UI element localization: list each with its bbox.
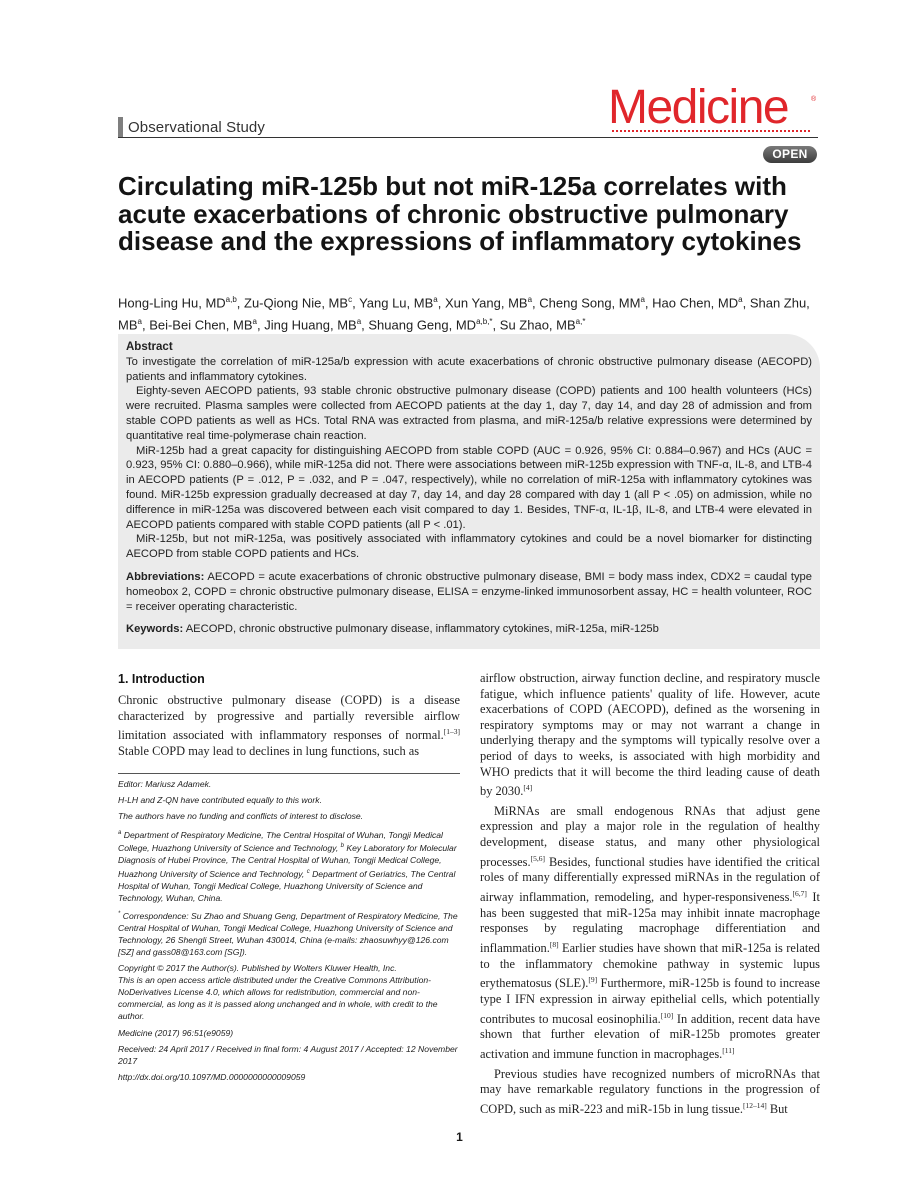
intro-right-paragraph: Besides, functional studies have identified the critical roles of many differentially expressed miRNAs in the regulation of airway inflammation, remodeling, and hyper-responsiveness. (480, 854, 820, 905)
author-affiliation-sup: a (252, 317, 257, 327)
author-name: Su Zhao, MB (499, 317, 576, 333)
aff-sup: b (340, 843, 344, 850)
intro-right-paragraph: But (766, 1101, 788, 1116)
citation-ref[interactable]: [5,6] (530, 853, 545, 863)
footnotes (118, 778, 460, 1087)
abstract-box (118, 334, 820, 649)
citation-ref[interactable]: [9] (588, 975, 598, 985)
citation-ref[interactable]: [6,7] (792, 888, 807, 898)
aff-b: Key Laboratory for Molecular Diagnosis of Hubei Province, The Central Hospital of Wuhan, Tongji Medical College, Huazhong University of Science and Technology, (118, 843, 457, 880)
aff-a: Department of Respiratory Medicine, The Central Hospital of Wuhan, Tongji Medical College, Huazhong University of Science and Technology, (118, 829, 443, 854)
author-affiliation-sup: a (640, 295, 645, 304)
footnote-copyright (118, 962, 460, 1022)
keywords-label: Keywords: (126, 623, 184, 636)
intro-right-paragraph: Previous studies have recognized numbers of microRNAs that may have remarkable regulatory functions in the progression of COPD, such as miR-223 and miR-15b in lung tissue. (480, 1066, 820, 1116)
abstract-paragraph: MiR-125b had a great capacity for distinguishing AECOPD from stable COPD (AUC = 0.926, 95% CI: 0.884–0.967) and HCs (AUC = 0.923, 95% CI: 0.880–0.966), while miR-125a did not. There were associations between miR-125b expression with TNF-α, IL-8, and LTB-4 in AECOPD patients (P = .012, P = .032, and P = .047, respectively), while no correlation of miR-125a with inflammatory cytokines was found. MiR-125b expression gradually decreased at day 7, day 14, and day 28 compared with day 1 (all P < .05) on admission, while no difference in miR-125a was discovered between each visit compared to day 1. Besides, TNF-α, IL-1β, IL-8, and LTB-4 were elevated in AECOPD patients compared with stable COPD patients (all P < .01). (126, 444, 812, 531)
intro-left-text (118, 693, 460, 760)
citation-ref[interactable]: [4] (523, 783, 533, 793)
author-list: Hong-Ling Hu, MD$^{a,b}$, Zu-Qiong Nie, $MB^c$, Yang Lu, $MB^a$, Xun Yang, $MB^a$, Cheng Song, $MM^a$, Hao Chen, $MD^a$, Shan Zhu, $MB^a$, Bei-Bei Chen, $MB^a$, Jing Huang, $MB^a$, Shuang Geng, $MD^{a,b,*}$, Su Zhao, $MB^{a,*}$ (118, 295, 810, 333)
footnote-funding: The authors have no funding and conflicts of interest to disclose. (118, 811, 364, 822)
author-name: Hao Chen, MD (652, 295, 739, 311)
footnote-citation: Medicine (2017) 96:51(e9059) (118, 1027, 234, 1038)
page-number: 1 (456, 1130, 463, 1144)
registered-mark: ® (811, 96, 817, 103)
aff-sup: a (118, 829, 122, 836)
footnote-editor: Editor: Mariusz Adamek. (118, 779, 212, 789)
author-name: Xun Yang, MB (444, 295, 528, 311)
footnote-doi[interactable]: http://dx.doi.org/10.1097/MD.0000000000009059 (118, 1071, 306, 1082)
license-text: This is an open access article distributed under the Creative Commons Attribution-NoDerivatives License 4.0, which allows for redistribution, commercial and non-commercial, as long as it is passed along unchanged and in whole, with credit to the author. (118, 975, 438, 1022)
author-affiliation-sup: a,* (575, 317, 586, 327)
citation-ref[interactable]: [1–3] (443, 727, 460, 737)
section-label-text: Observational Study (128, 119, 265, 136)
author-name: Zu-Qiong Nie, MB (244, 295, 349, 311)
section-bar (118, 117, 123, 138)
intro-left-paragraph-continued: Stable COPD may lead to declines in lung functions, such as (118, 743, 420, 758)
author-affiliation-sup: a,b (225, 295, 237, 304)
intro-right-paragraph: It has been suggested that miR-125a may inhibit innate macrophage responses by regulating macrophage differentiation and inflammation. (480, 890, 820, 955)
intro-heading: 1. Introduction (118, 672, 205, 686)
author-name: Hong-Ling Hu, MD (118, 295, 226, 311)
citation-ref[interactable]: [12–14] (742, 1100, 767, 1110)
author-affiliation-sup: c (348, 295, 353, 304)
aff-sup: c (306, 869, 310, 876)
section-label (118, 117, 265, 138)
author-affiliation-sup: a (356, 317, 362, 327)
intro-right-paragraph: Earlier studies have shown that miR-125a is related to the inflammatory chemokine pathway in systemic lupus erythematosus (SLE). (480, 941, 820, 991)
article-title: Circulating miR-125b but not miR-125a correlates with acute exacerbations of chronic obstructive pulmonary disease and the expressions of inflammatory cytokines (118, 171, 802, 256)
abstract-content (126, 340, 812, 637)
footnote-correspondence (118, 908, 460, 958)
corr-text: Correspondence: Su Zhao and Shuang Geng, Department of Respiratory Medicine, The Central Hospital of Wuhan, Tongji Medical College, Huazhong University of Science and Technology, 26 Shengli Street, Wuhan 430014, China (e-mails: zhaosuwhyy@126.com [SZ] and gass08@163.com [SG]). (118, 911, 458, 958)
footnote-rule (118, 773, 460, 774)
header-rule (118, 137, 818, 138)
intro-right-paragraph: In addition, recent data have shown that further elevation of miR-125b promotes greater activation and immune function in macrophages. (480, 1011, 820, 1061)
author-affiliation-sup: a (433, 295, 438, 304)
footnote-affiliations (118, 827, 460, 905)
abstract-paragraph: Eighty-seven AECOPD patients, 93 stable chronic obstructive pulmonary disease (COPD) patients and 100 health volunteers (HCs) were recruited. Plasma samples were collected from AECOPD patients at the day 1, day 7, day 14, and day 28 of admission and from stable COPD patients as well as HCs. Total RNA was extracted from plasma, and miR-125a/b relative expressions were determined by quantitative real time-polymerase chain reaction. (126, 385, 812, 442)
author-name: Bei-Bei Chen, MB (149, 317, 253, 333)
author-name: Shan Zhu, MB (118, 295, 810, 333)
author-affiliation-sup: a (738, 295, 743, 304)
intro-right-paragraph: Furthermore, miR-125b is found to increase type I IFN expression in airway epithelial cells, which potentially contributes to mucosal eosinophilia. (480, 976, 820, 1026)
citation-ref[interactable]: [8] (549, 939, 559, 949)
author-affiliation-sup: a,b,* (476, 317, 493, 327)
journal-logo: Medicine (608, 81, 789, 134)
corr-sup: * (118, 911, 121, 918)
citation-ref[interactable]: [10] (660, 1010, 674, 1020)
abbreviations-text: AECOPD = acute exacerbations of chronic obstructive pulmonary disease, BMI = body mass index, CDX2 = caudal type homeobox 2, COPD = chronic obstructive pulmonary disease, ELISA = enzyme-linked immunosorbent assay, HC = health volunteer, ROC = receiver operating characteristic. (126, 570, 812, 613)
author-name: Cheng Song, MM (539, 295, 641, 311)
intro-right-paragraph: MiRNAs are small endogenous RNAs that adjust gene expression and play a major role in the regulation of healthy development, disease status, and many other physiological processes. (480, 803, 820, 869)
open-access-badge: OPEN (763, 146, 817, 163)
intro-right-paragraph: airflow obstruction, airway function decline, and respiratory muscle fatigue, which influence patients' quality of life. However, acute exacerbations of COPD (AECOPD), defined as the worsening in respiratory symptoms may or may not warrant a change in underlying therapy and the symptoms will typically resolve over a period of days to weeks, is associated with high morbidity and WHO predicts that it will become the third leading cause of death by 2030. (480, 671, 820, 799)
journal-logo-underline (612, 130, 810, 132)
author-affiliation-sup: a (137, 317, 142, 327)
abstract-paragraph: MiR-125b, but not miR-125a, was positively associated with inflammatory cytokines and could be a novel biomarker for distincting AECOPD from stable COPD patients and HCs. (126, 533, 812, 561)
abbreviations (126, 570, 812, 614)
abstract-paragraph: To investigate the correlation of miR-125a/b expression with acute exacerbations of chronic obstructive pulmonary disease (AECOPD) patients and inflammatory cytokines. (126, 355, 812, 383)
author-name: Shuang Geng, MD (368, 317, 477, 333)
abbreviations-label: Abbreviations: (126, 570, 205, 583)
copyright-text: Copyright © 2017 the Author(s). Published by Wolters Kluwer Health, Inc. (118, 963, 397, 974)
keywords-text: AECOPD, chronic obstructive pulmonary disease, inflammatory cytokines, miR-125a, miR-125b (185, 623, 659, 636)
keywords (126, 622, 812, 637)
author-name: Yang Lu, MB (359, 295, 434, 311)
intro-left-paragraph: Chronic obstructive pulmonary disease (COPD) is a disease characterized by progressive and partially reversible airflow limitation associated with inflammatory responses of normal. (118, 693, 460, 743)
abstract-heading: Abstract (126, 341, 173, 353)
footnote-received: Received: 24 April 2017 / Received in final form: 4 August 2017 / Accepted: 12 November 2017 (118, 1043, 458, 1066)
intro-right-column (480, 671, 820, 1117)
footnote-equal-contribution: H-LH and Z-QN have contributed equally to this work. (118, 795, 322, 806)
citation-ref[interactable]: [11] (722, 1045, 735, 1055)
aff-c: Department of Geriatrics, The Central Hospital of Wuhan, Tongji Medical College, Huazhong University of Science and Technology, Wuhan, China. (118, 869, 456, 904)
author-affiliation-sup: a (527, 295, 533, 304)
author-name: Jing Huang, MB (264, 317, 357, 333)
